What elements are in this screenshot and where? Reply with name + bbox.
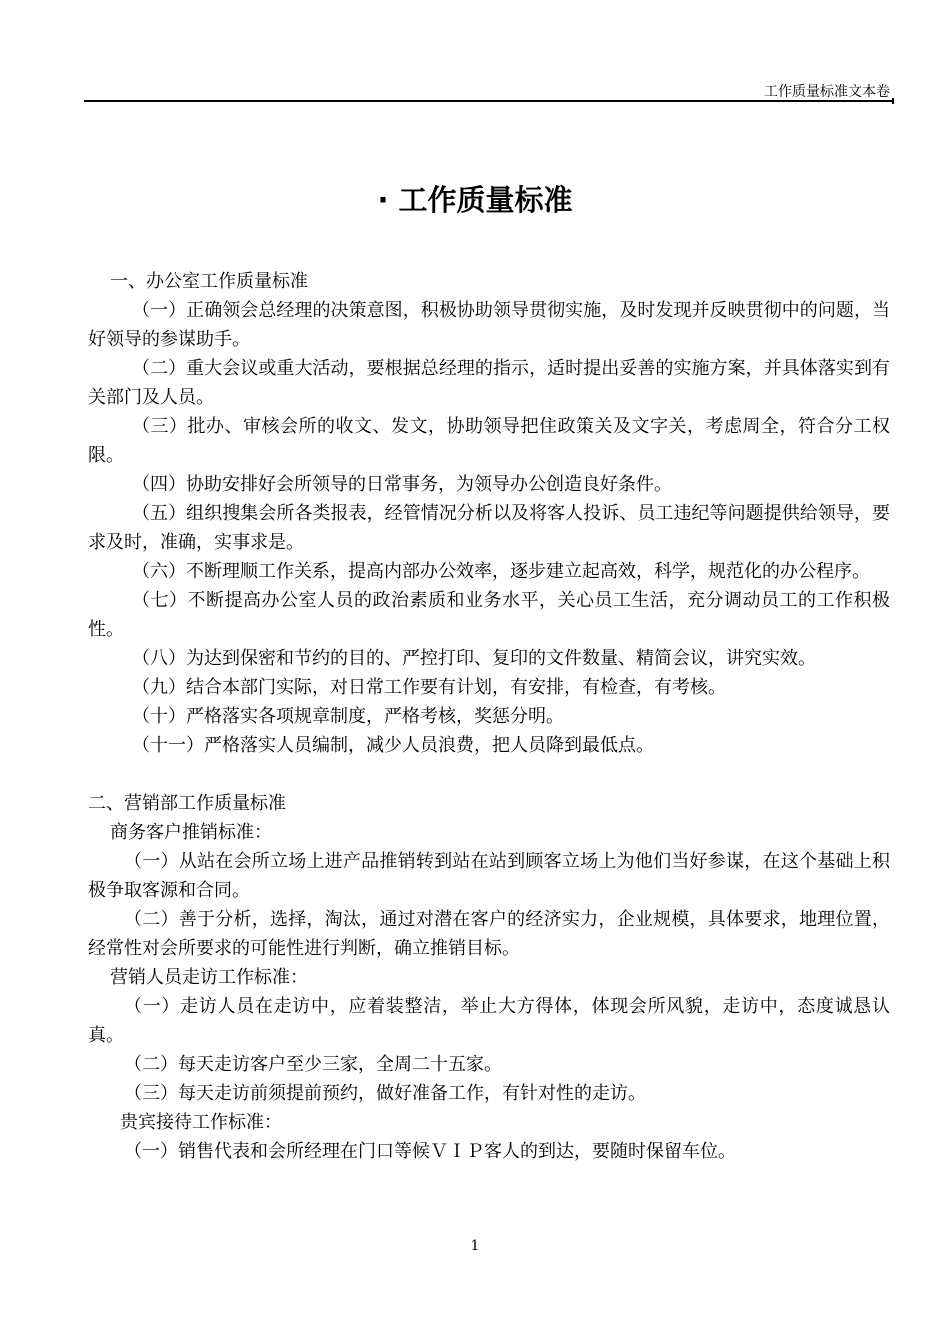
office-item-5: （五）组织搜集会所各类报表，经管情况分析以及将客人投诉、员工违纪等问题提供给领导，要求及时，准确，实事求是。 <box>88 503 890 553</box>
office-item-11: （十一）严格落实人员编制，减少人员浪费，把人员降到最低点。 <box>132 735 654 756</box>
office-item-9: （九）结合本部门实际，对日常工作要有计划，有安排，有检查，有考核。 <box>132 677 726 698</box>
office-item-10: （十）严格落实各项规章制度，严格考核，奖惩分明。 <box>132 706 564 727</box>
visit-item-3: （三）每天走访前须提前预约，做好准备工作，有针对性的走访。 <box>124 1083 646 1104</box>
business-item-1: （一）从站在会所立场上进产品推销转到站在站到顾客立场上为他们当好参谋，在这个基础上积极争取客源和合同。 <box>88 851 890 901</box>
office-item-8: （八）为达到保密和节约的目的、严控打印、复印的文件数量、精简会议，讲究实效。 <box>132 648 816 669</box>
page-title: · 工作质量标准 <box>377 183 573 217</box>
office-item-7: （七）不断提高办公室人员的政治素质和业务水平，关心员工生活，充分调动员工的工作积极性。 <box>88 590 890 640</box>
visit-item-2: （二）每天走访客户至少三家，全周二十五家。 <box>124 1054 502 1075</box>
running-header: 工作质量标准文本卷 <box>764 84 890 100</box>
header-rule-tick <box>892 98 894 104</box>
subheading-business-clients: 商务客户推销标准： <box>110 822 272 843</box>
subheading-vip-reception: 贵宾接待工作标准： <box>120 1112 282 1133</box>
office-item-4: （四）协助安排好会所领导的日常事务，为领导办公创造良好条件。 <box>132 474 672 495</box>
document-body <box>88 267 890 1166</box>
subheading-sales-visits: 营销人员走访工作标准： <box>110 967 308 988</box>
header-rule <box>84 100 894 102</box>
section-heading-office: 一、办公室工作质量标准 <box>110 271 308 292</box>
visit-item-1: （一）走访人员在走访中，应着装整洁，举止大方得体，体现会所风貌，走访中，态度诚恳认真。 <box>88 996 890 1046</box>
office-item-3: （三）批办、审核会所的收文、发文，协助领导把住政策关及文字关，考虑周全，符合分工权限。 <box>88 416 890 466</box>
vip-item-1: （一）销售代表和会所经理在门口等候ＶＩＰ客人的到达，要随时保留车位。 <box>124 1141 736 1162</box>
office-item-2: （二）重大会议或重大活动，要根据总经理的指示，适时提出妥善的实施方案，并具体落实到有关部门及人员。 <box>88 358 890 408</box>
business-item-2: （二）善于分析，选择，淘汰，通过对潜在客户的经济实力，企业规模，具体要求，地理位置，经常性对会所要求的可能性进行判断，确立推销目标。 <box>88 909 890 959</box>
page-number: 1 <box>470 1238 480 1254</box>
section-heading-marketing: 二、营销部工作质量标准 <box>88 793 286 814</box>
office-item-6: （六）不断理顺工作关系，提高内部办公效率，逐步建立起高效，科学，规范化的办公程序。 <box>132 561 870 582</box>
office-item-1: （一）正确领会总经理的决策意图，积极协助领导贯彻实施，及时发现并反映贯彻中的问题，当好领导的参谋助手。 <box>88 300 890 350</box>
